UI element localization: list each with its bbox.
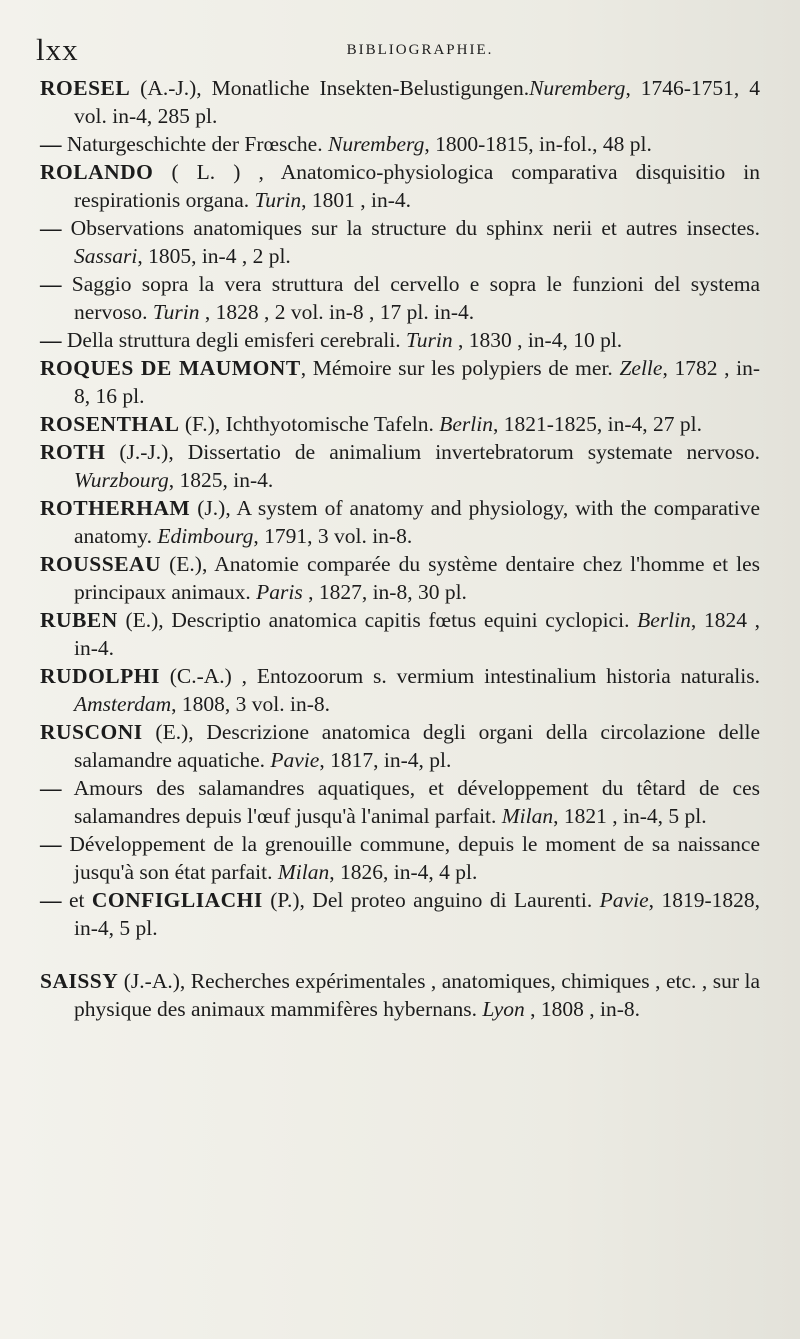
entry-details: , 1821 , in-4, 5 pl.: [553, 804, 707, 828]
bibliography-entry: [40, 886, 760, 942]
entry-text: Della struttura degli emisferi cerebrali.: [61, 328, 406, 352]
bibliography-entry: [40, 662, 760, 718]
entry-place: Berlin: [439, 412, 493, 436]
entry-author: ROTHERHAM: [40, 496, 191, 520]
bibliography-entry: [40, 718, 760, 774]
bibliography-entry: [40, 158, 760, 214]
bibliography-entry: [40, 774, 760, 830]
entry-text: Observations anatomiques sur la structure du sphinx nerii et autres insectes.: [61, 216, 760, 240]
entry-place: Nuremberg: [529, 76, 626, 100]
entry-author: CONFIGLIACHI: [91, 888, 263, 912]
entry-place: Turin: [405, 328, 453, 352]
entry-dash: —: [40, 888, 62, 912]
running-head: BIBLIOGRAPHIE.: [346, 42, 494, 58]
bibliography-entry: [40, 494, 760, 550]
entry-text: Amours des salamandres aquatiques, et développement du têtard de ces salamandres depuis l'œuf jusqu'à l'animal parfait.: [61, 776, 760, 828]
entry-dash: —: [40, 776, 62, 800]
entry-place: Nuremberg: [327, 132, 425, 156]
entry-details: , 1821-1825, in-4, 27 pl.: [492, 412, 702, 436]
entry-details: , 1824 , in-4.: [74, 608, 761, 660]
entry-author: ROTH: [40, 440, 106, 464]
entry-details: , 1819-1828, in-4, 5 pl.: [74, 888, 760, 940]
entry-details: , 1808, 3 vol. in-8.: [171, 692, 330, 716]
entry-place: Paris: [256, 580, 303, 604]
entry-dash: —: [40, 132, 62, 156]
entry-details: , 1805, in-4 , 2 pl.: [137, 244, 291, 268]
page-number: lxx: [36, 32, 79, 67]
bibliography-entry: [40, 74, 760, 130]
bibliography-entry: [40, 326, 760, 354]
entry-details: , 1801 , in-4.: [301, 188, 412, 212]
bibliography-entry: [40, 270, 760, 326]
entry-details: , 1828 , 2 vol. in-8 , 17 pl. in-4.: [199, 300, 475, 324]
entry-details: , 1746-1751, 4 vol. in-4, 285 pl.: [74, 76, 760, 128]
entry-place: Sassari: [74, 244, 138, 268]
entry-details: , 1791, 3 vol. in-8.: [253, 524, 413, 548]
entry-author: ROESEL: [40, 76, 131, 100]
entry-details: , 1817, in-4, pl.: [319, 748, 452, 772]
entry-dash: —: [40, 216, 62, 240]
bibliography-entry: [40, 130, 760, 158]
entry-details: , 1782 , in-8, 16 pl.: [74, 356, 760, 408]
bibliography-entry: [40, 438, 760, 494]
entry-author: ROUSSEAU: [40, 552, 162, 576]
entry-author: RUSCONI: [40, 720, 143, 744]
entry-dash: —: [40, 328, 62, 352]
page-header: [36, 30, 760, 74]
entry-text: (E.), Anatomie comparée du système dentaire chez l'homme et les principaux animaux.: [74, 552, 760, 604]
bibliography-list: [40, 74, 760, 1023]
entry-author: RUBEN: [40, 608, 118, 632]
entry-text: , Mémoire sur les polypiers de mer.: [300, 356, 620, 380]
entry-place: Edimbourg: [157, 524, 254, 548]
entry-details: , 1826, in-4, 4 pl.: [329, 860, 478, 884]
entry-details: , 1830 , in-4, 10 pl.: [452, 328, 623, 352]
entry-text: Naturgeschichte der Frœsche.: [61, 132, 328, 156]
bibliography-entry: [40, 606, 760, 662]
bibliography-entry: [40, 214, 760, 270]
entry-place: Pavie: [270, 748, 320, 772]
entry-dash: —: [40, 832, 62, 856]
entry-text: (C.-A.) , Entozoorum s. vermium intestinalium historia naturalis.: [159, 664, 760, 688]
bibliography-entry: [40, 967, 760, 1023]
entry-details: , 1827, in-8, 30 pl.: [302, 580, 467, 604]
entry-author: ROLANDO: [40, 160, 154, 184]
entry-place: Wurzbourg: [74, 468, 169, 492]
bibliography-entry: [40, 550, 760, 606]
entry-details: , 1800-1815, in-fol., 48 pl.: [424, 132, 652, 156]
entry-text: (J.-J.), Dissertatio de animalium invertebratorum systemate nervoso.: [105, 440, 760, 464]
entry-text: ( L. ) , Anatomico-physiologica comparativa disquisitio in respirationis organa.: [74, 160, 760, 212]
entry-text: (F.), Ichthyotomische Tafeln.: [179, 412, 440, 436]
entry-place: Milan: [277, 860, 330, 884]
bibliography-entry: [40, 830, 760, 886]
entry-details: , 1808 , in-8.: [524, 997, 641, 1021]
entry-place: Pavie: [599, 888, 649, 912]
entry-text: (A.-J.), Monatliche Insekten-Belustigungen.: [130, 76, 530, 100]
entry-author: RUDOLPHI: [40, 664, 160, 688]
entry-text: Développement de la grenouille commune, depuis le moment de sa naissance jusqu'à son état parfait.: [61, 832, 760, 884]
entry-author: SAISSY: [40, 969, 119, 993]
entry-details: , 1825, in-4.: [168, 468, 274, 492]
entry-place: Lyon: [482, 997, 525, 1021]
entry-author: ROSENTHAL: [40, 412, 180, 436]
entry-place: Milan: [501, 804, 554, 828]
entry-text: (E.), Descriptio anatomica capitis fœtus equini cyclopici.: [117, 608, 638, 632]
entry-author: ROQUES DE MAUMONT: [40, 356, 301, 380]
entry-text: et: [61, 888, 92, 912]
entry-text: (J.), A system of anatomy and physiology, with the comparative anatomy.: [74, 496, 760, 548]
entry-place: Turin: [254, 188, 302, 212]
bibliography-entry: [40, 354, 760, 410]
bibliography-entry: [40, 410, 760, 438]
entry-place: Turin: [152, 300, 200, 324]
entry-text: (E.), Descrizione anatomica degli organi della circolazione delle salamandre aquatiche.: [74, 720, 760, 772]
entry-place: Amsterdam: [74, 692, 172, 716]
entry-dash: —: [40, 272, 62, 296]
entry-text: (P.), Del proteo anguino di Laurenti.: [262, 888, 600, 912]
entry-text: (J.-A.), Recherches expérimentales , anatomiques, chimiques , etc. , sur la physique des animaux mammifères hybernans.: [74, 969, 760, 1021]
entry-text: Saggio sopra la vera struttura del cervello e sopra le funzioni del systema nervoso.: [61, 272, 760, 324]
entry-place: Berlin: [637, 608, 691, 632]
entry-place: Zelle: [619, 356, 663, 380]
